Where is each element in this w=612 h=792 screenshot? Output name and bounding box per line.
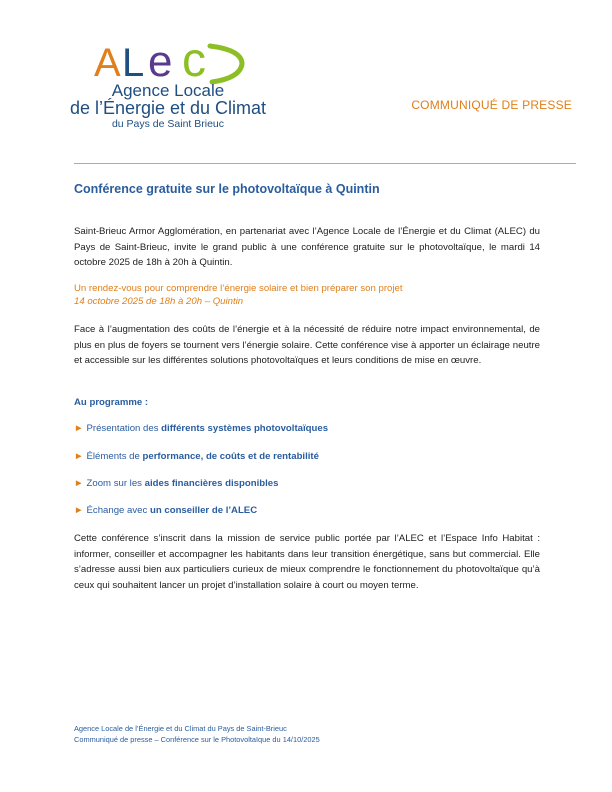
program-item (74, 451, 319, 462)
program-item (74, 505, 257, 516)
logo-letter-a: A (94, 41, 121, 85)
event-date-line: 14 octobre 2025 de 18h à 20h – Quintin (74, 296, 244, 307)
header-divider (74, 163, 576, 164)
article-title: Conférence gratuite sur le photovoltaïque à Quintin (74, 182, 380, 196)
bullet-arrow-icon: ► (74, 423, 84, 434)
program-item-highlight: un conseiller de l’ALEC (149, 505, 258, 516)
intro-paragraph: Saint-Brieuc Armor Agglomération, en partenariat avec l’Agence Locale de l’Énergie et du Climat (ALEC) du Pays de Saint-Brieuc, invite le grand public à une conférence gratuite sur le photovoltaïque, le mardi 14 octobre 2025 de 18h à 20h à Quintin. (74, 226, 540, 268)
program-heading: Au programme : (74, 397, 149, 408)
program-item-text: Éléments de (86, 451, 143, 462)
program-item-highlight: performance, de coûts et de rentabilité (142, 451, 319, 462)
conclusion-paragraph: Cette conférence s’inscrit dans la mission de service public portée par l’ALEC et l’Espace Info Habitat : informer, conseiller et accompagner les habitants dans leur transition énergétique, sans but commercial. Elle s’adresse aussi bien aux particuliers curieux de mieux comprendre le fonctionnement du photovoltaïque qu’à ceux qui souhaitent lancer un projet d’installation solaire à court ou moyen terme. (74, 533, 540, 591)
bullet-arrow-icon: ► (74, 451, 84, 462)
program-item-text: Présentation des (86, 423, 162, 434)
logo-line-2: de l’Énergie et du Climat (69, 98, 267, 118)
alec-logo-mark (92, 38, 262, 86)
event-subtitle: Un rendez-vous pour comprendre l’énergie solaire et bien préparer son projet (74, 283, 403, 294)
program-item (74, 478, 278, 489)
bullet-arrow-icon: ► (74, 505, 84, 516)
context-paragraph: Face à l’augmentation des coûts de l’énergie et à la nécessité de réduire notre impact environnemental, de plus en plus de foyers se tournent vers l’énergie solaire. Cette conférence vise à apporter un éclairage neutre et accessible sur les différentes solutions photovoltaïques et leurs conditions de mise en œuvre. (74, 324, 540, 366)
logo-letter-l: L (122, 41, 145, 85)
logo-letter-c: c (182, 38, 206, 86)
logo-line-3: du Pays de Saint Brieuc (111, 118, 225, 130)
program-item-highlight: aides financières disponibles (144, 478, 279, 489)
bullet-arrow-icon: ► (74, 478, 84, 489)
program-item-text: Échange avec (86, 505, 150, 516)
program-item (74, 423, 328, 434)
logo-letter-e: e (148, 38, 173, 86)
footer-document-ref: Communiqué de presse – Conférence sur le Photovoltaïque du 14/10/2025 (74, 735, 320, 744)
alec-logo (68, 38, 268, 138)
program-item-highlight: différents systèmes photovoltaïques (161, 423, 329, 434)
footer-organization: Agence Locale de l’Énergie et du Climat du Pays de Saint-Brieuc (74, 724, 287, 733)
press-release-label: COMMUNIQUÉ DE PRESSE (411, 98, 572, 112)
program-item-text: Zoom sur les (86, 478, 145, 489)
logo-line-1: Agence Locale (111, 81, 225, 100)
logo-swoosh (210, 46, 242, 82)
